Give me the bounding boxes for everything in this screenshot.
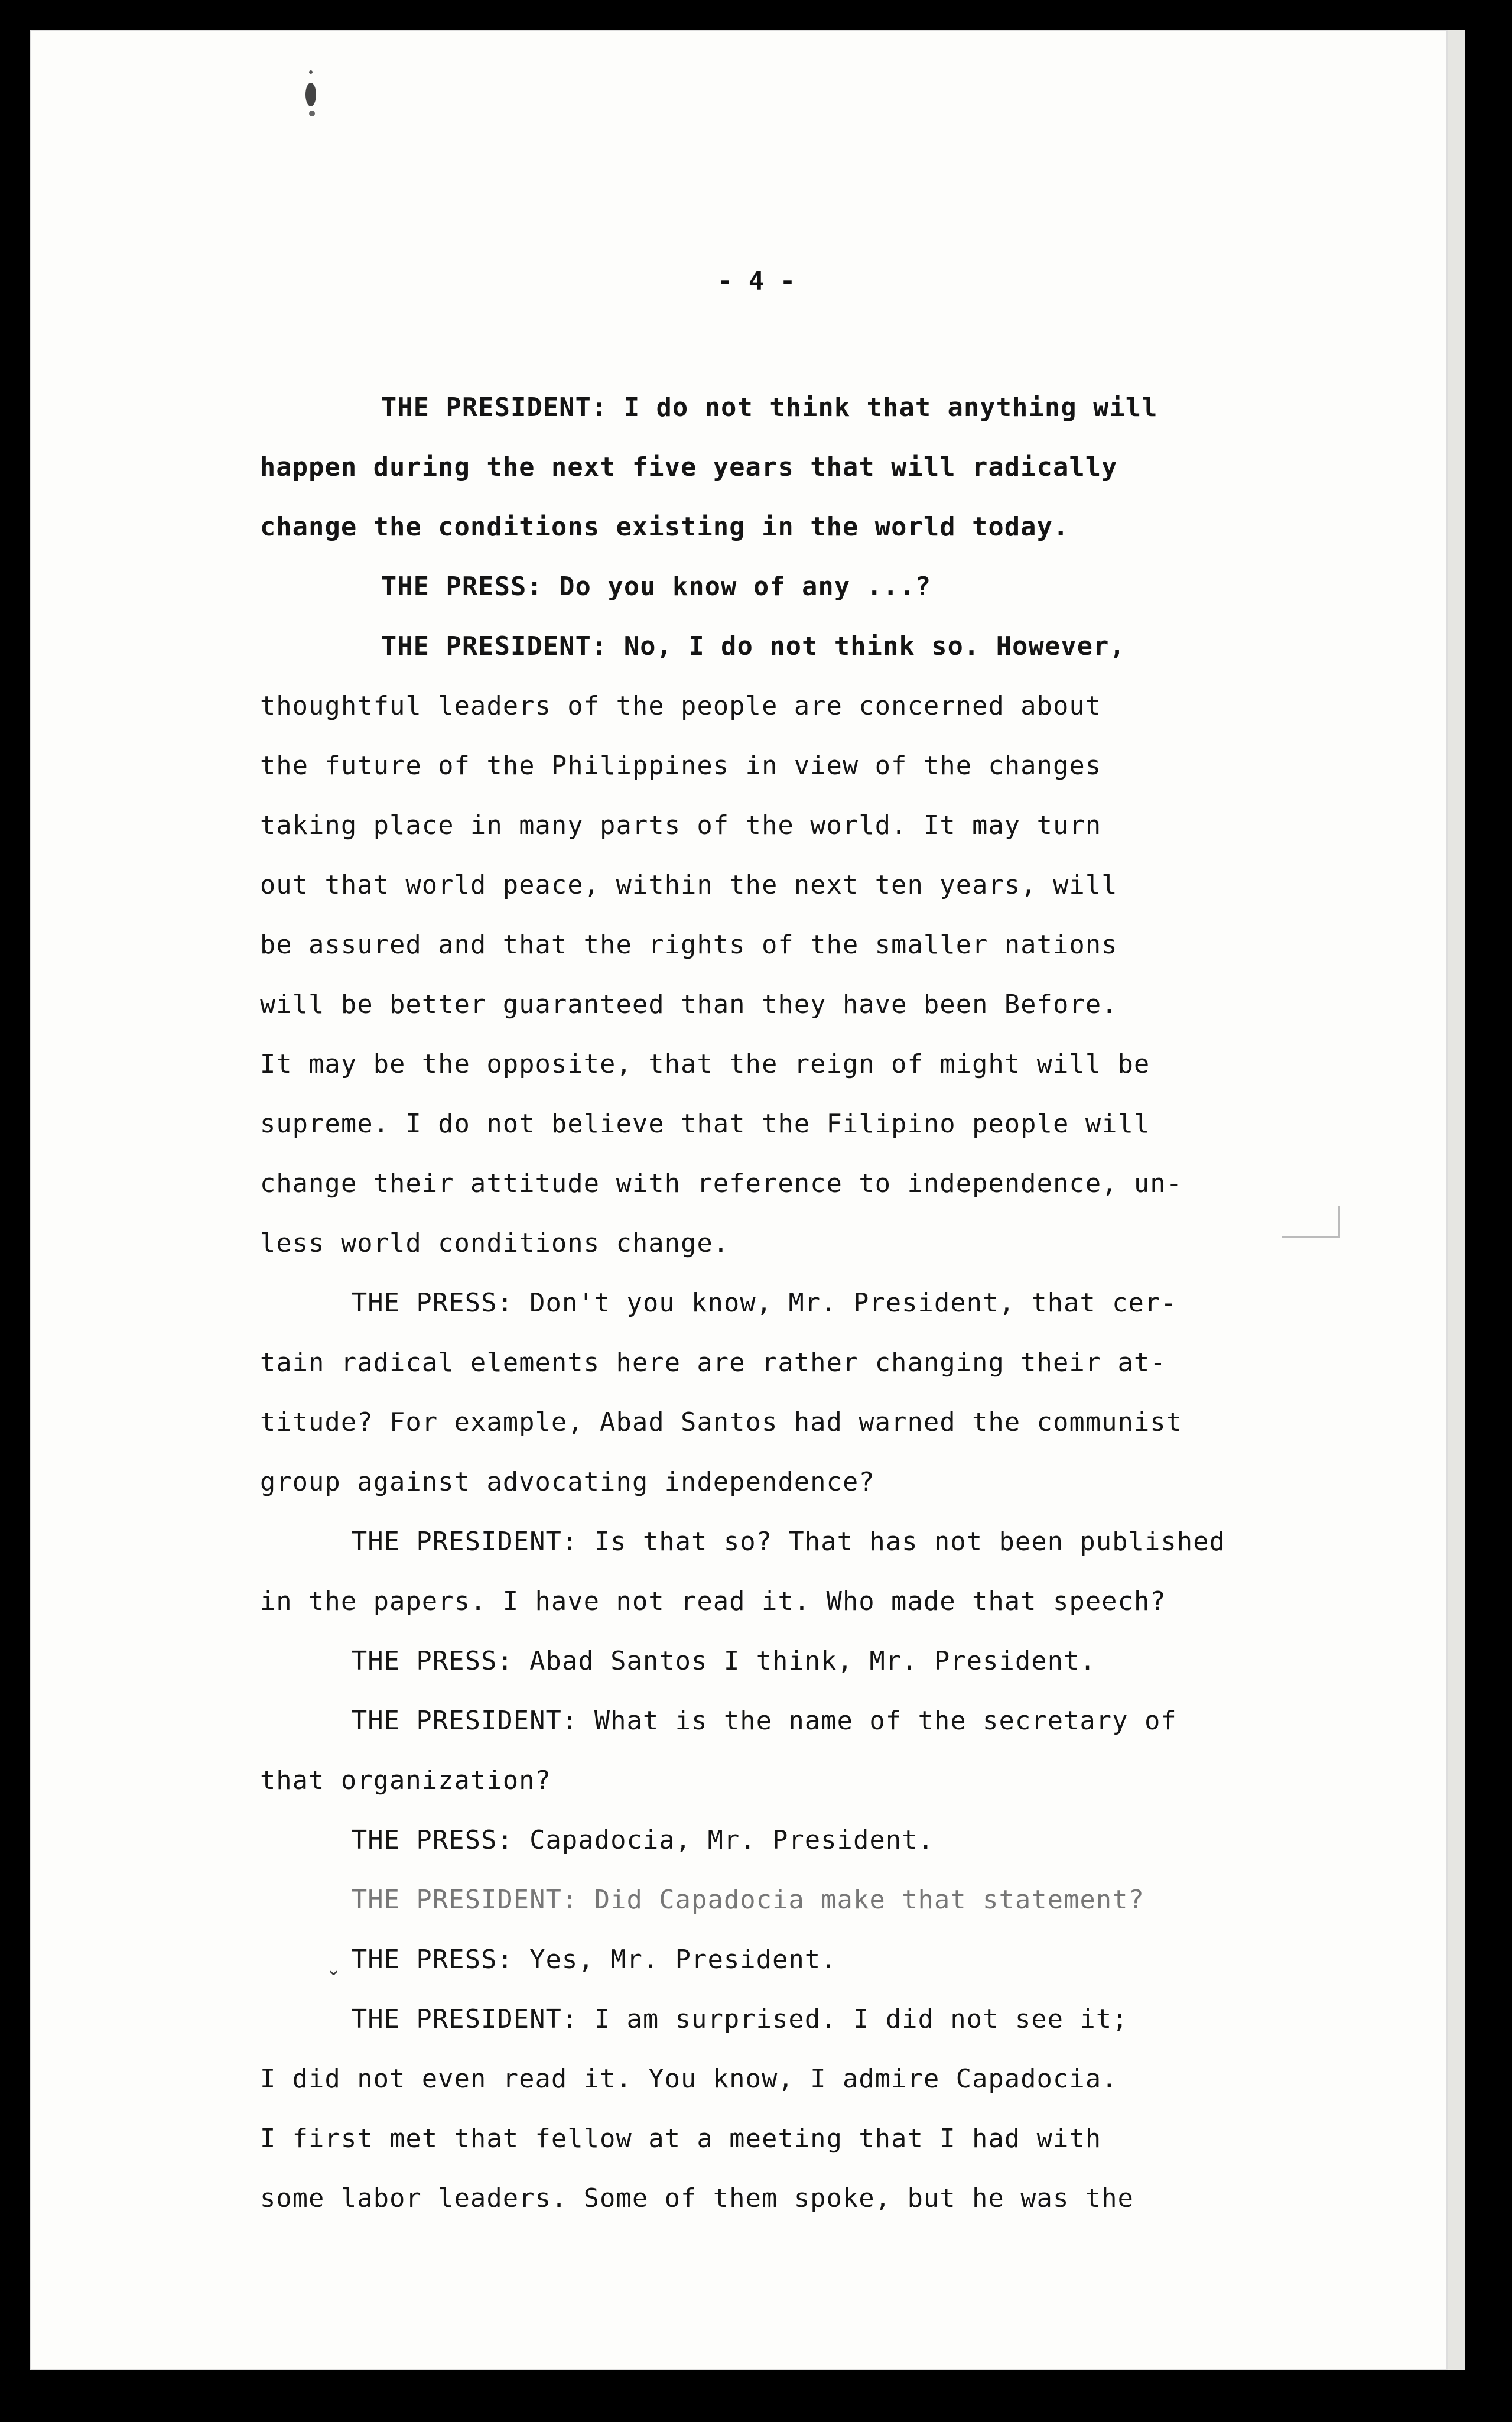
transcript-line: THE PRESS: Abad Santos I think, Mr. President.: [352, 1647, 1096, 1676]
page-number: - 4 -: [717, 266, 796, 296]
transcript-line: thoughtful leaders of the people are concerned about: [260, 691, 1102, 721]
transcript-line: THE PRESS: Yes, Mr. President.: [352, 1945, 837, 1975]
ink-mark-top: [303, 65, 319, 124]
transcript-line: I first met that fellow at a meeting that I had with: [260, 2124, 1102, 2154]
transcript-body: [260, 378, 1383, 2229]
transcript-line: in the papers. I have not read it. Who made that speech?: [260, 1587, 1166, 1616]
transcript-line: out that world peace, within the next ten years, will: [260, 871, 1118, 900]
transcript-line: THE PRESIDENT: What is the name of the secretary of: [352, 1706, 1177, 1736]
transcript-line: taking place in many parts of the world. It may turn: [260, 811, 1102, 840]
transcript-line: group against advocating independence?: [260, 1468, 875, 1497]
page-edge-strip: [1448, 30, 1465, 2370]
transcript-line: change the conditions existing in the world today.: [260, 512, 1069, 542]
transcript-line: change their attitude with reference to independence, un-: [260, 1169, 1183, 1199]
transcript-line: THE PRESS: Do you know of any ...?: [381, 572, 932, 602]
transcript-line: be assured and that the rights of the smaller nations: [260, 930, 1118, 960]
transcript-line: supreme. I do not believe that the Filipino people will: [260, 1109, 1150, 1139]
margin-bracket-mark: [1282, 1206, 1340, 1238]
transcript-line: THE PRESS: Don't you know, Mr. President, that cer-: [352, 1288, 1177, 1318]
transcript-line: happen during the next five years that will radically: [260, 453, 1118, 482]
transcript-line: that organization?: [260, 1766, 552, 1796]
transcript-line: will be better guaranteed than they have been Before.: [260, 990, 1118, 1020]
transcript-line: less world conditions change.: [260, 1229, 730, 1258]
transcript-line: THE PRESIDENT: I do not think that anything will: [381, 393, 1158, 423]
transcript-line: titude? For example, Abad Santos had warned the communist: [260, 1408, 1183, 1437]
transcript-line: It may be the opposite, that the reign of might will be: [260, 1050, 1150, 1079]
margin-tick-mark: ⌄: [326, 1959, 342, 1980]
transcript-line: tain radical elements here are rather changing their at-: [260, 1348, 1166, 1378]
transcript-line: some labor leaders. Some of them spoke, but he was the: [260, 2184, 1134, 2213]
transcript-line: THE PRESIDENT: Did Capadocia make that statement?: [352, 1885, 1145, 1915]
transcript-line: THE PRESIDENT: Is that so? That has not been published: [352, 1527, 1226, 1557]
transcript-line: THE PRESS: Capadocia, Mr. President.: [352, 1826, 935, 1855]
transcript-line: THE PRESIDENT: No, I do not think so. However,: [381, 632, 1126, 661]
transcript-line: the future of the Philippines in view of the changes: [260, 751, 1102, 781]
transcript-line: THE PRESIDENT: I am surprised. I did not see it;: [352, 2005, 1129, 2034]
transcript-line: I did not even read it. You know, I admire Capadocia.: [260, 2064, 1118, 2094]
